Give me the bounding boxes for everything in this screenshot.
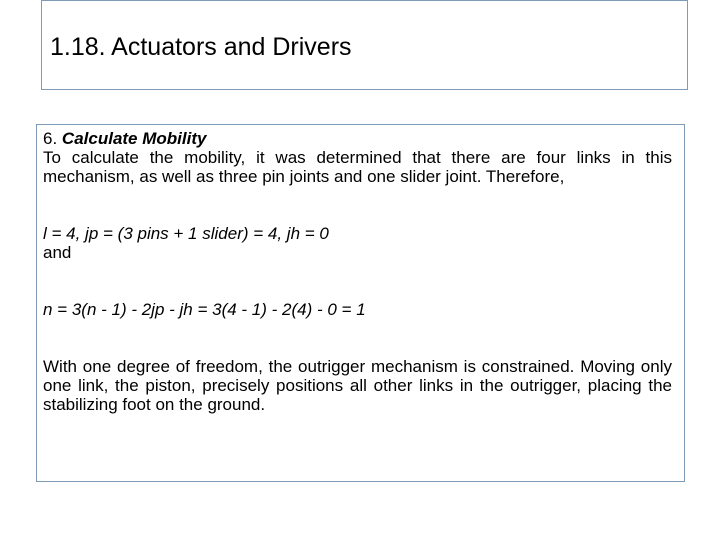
section-heading (43, 129, 672, 148)
content-body (43, 129, 672, 414)
slide-title: 1.18. Actuators and Drivers (50, 33, 352, 61)
intro-paragraph: To calculate the mobility, it was determined that there are four links in this mechanism, as well as three pin joints and one slider joint. Therefore, (43, 148, 672, 186)
connector-text: and (43, 243, 72, 262)
section-number: 6. (43, 129, 58, 148)
title-box (41, 0, 688, 90)
content-box (36, 124, 685, 482)
conclusion-paragraph: With one degree of freedom, the outrigger mechanism is constrained. Moving only one link, the piston, precisely positions all other links in the outrigger, placing the stabilizing foot on the ground. (43, 357, 672, 414)
equation-links-joints: l = 4, jp = (3 pins + 1 slider) = 4, jh = 0 (43, 224, 329, 243)
section-heading-text: Calculate Mobility (61, 129, 207, 148)
equation-mobility: n = 3(n - 1) - 2jp - jh = 3(4 - 1) - 2(4) - 0 = 1 (43, 300, 366, 319)
